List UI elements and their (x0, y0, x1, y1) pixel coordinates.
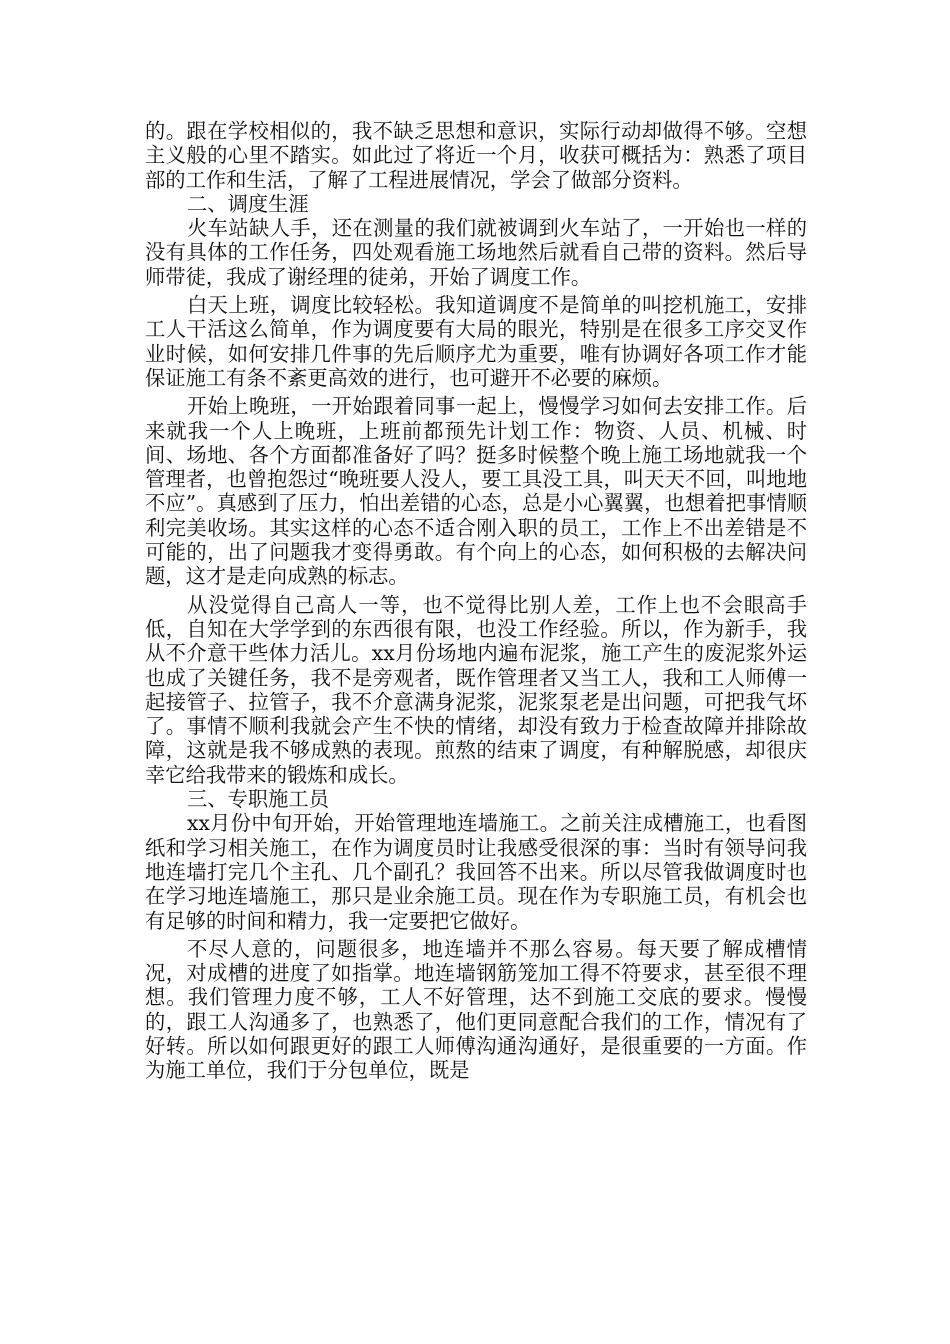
paragraph: 从没觉得自己高人一等，也不觉得比别人差，工作上也不会眼高手低，自知在大学学到的东西很有限，也没工作经验。所以，作为新手，我从不介意干些体力活儿。xx月份场地内遍布泥浆，施工产生的废泥浆外运也成了关键任务，我不是旁观者，既作管理者又当工人，我和工人师傅一起接管子、拉管子，我不介意满身泥浆，泥浆泵老是出问题，可把我气坏了。事情不顺利我就会产生不快的情绪，却没有致力于检查故障并排除故障，这就是我不够成熟的表现。煎熬的结束了调度，有种解脱感，却很庆幸它给我带来的锻炼和成长。 (145, 592, 807, 787)
document-body (145, 119, 807, 1083)
paragraph: 开始上晚班，一开始跟着同事一起上，慢慢学习如何去安排工作。后来就我一个人上晚班，上班前都预先计划工作：物资、人员、机械、时间、场地、各个方面都准备好了吗？挺多时候整个晚上施工场地就我一个管理者，也曾抱怨过“晚班要人没人，要工具没工具，叫天天不回，叫地地不应”。真感到了压力，怕出差错的心态，总是小心翼翼，也想着把事情顺利完美收场。其实这样的心态不适合刚入职的员工，工作上不出差错是不可能的，出了问题我才变得勇敢。有个向上的心态，如何积极的去解决问题，这才是走向成熟的标志。 (145, 394, 807, 589)
paragraph: 白天上班，调度比较轻松。我知道调度不是简单的叫挖机施工，安排工人干活这么简单，作为调度要有大局的眼光，特别是在很多工序交叉作业时候，如何安排几件事的先后顺序尤为重要，唯有协调好各项工作才能保证施工有条不紊更高效的进行，也可避开不必要的麻烦。 (145, 293, 807, 390)
paragraph: 火车站缺人手，还在测量的我们就被调到火车站了，一开始也一样的没有具体的工作任务，四处观看施工场地然后就看自己带的资料。然后导师带徒，我成了谢经理的徒弟，开始了调度工作。 (145, 216, 807, 289)
section-heading-construction: 三、专职施工员 (187, 787, 329, 812)
paragraph: xx月份中旬开始，开始管理地连墙施工。之前关注成槽施工，也看图纸和学习相关施工，在作为调度员时让我感受很深的事：当时有领导问我地连墙打完几个主孔、几个副孔？我回答不出来。所以尽管我做调度时也在学习地连墙施工，那只是业余施工员。现在作为专职施工员，有机会也有足够的时间和精力，我一定要把它做好。 (145, 811, 807, 933)
paragraph: 不尽人意的，问题很多，地连墙并不那么容易。每天要了解成槽情况，对成槽的进度了如指掌。地连墙钢筋笼加工得不符要求，甚至很不理想。我们管理力度不够，工人不好管理，达不到施工交底的要求。慢慢的，跟工人沟通多了，也熟悉了，他们更同意配合我们的工作，情况有了好转。所以如何跟更好的跟工人师傅沟通沟通好，是很重要的一方面。作为施工单位，我们于分包单位，既是 (145, 936, 807, 1083)
section-heading-dispatch: 二、调度生涯 (187, 191, 309, 216)
paragraph-continuation: 的。跟在学校相似的，我不缺乏思想和意识，实际行动却做得不够。空想主义般的心里不踏实。如此过了将近一个月，收获可概括为：熟悉了项目部的工作和生活，了解了工程进展情况，学会了做部分资料。 (145, 119, 807, 192)
